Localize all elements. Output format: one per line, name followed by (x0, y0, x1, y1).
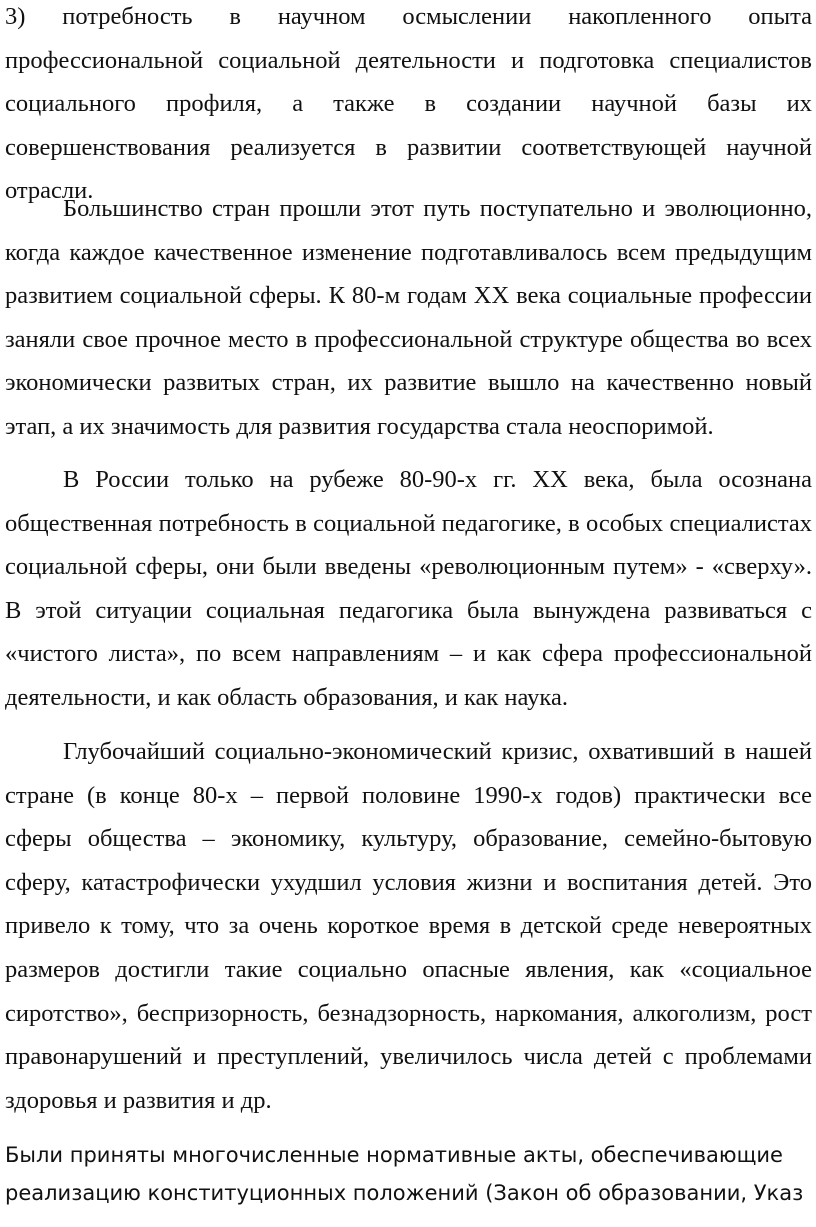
paragraph-1: 3) потребность в научном осмыслении накопленного опыта профессиональной социальной деятельности и подготовка специалистов социального профиля, а также в создании научной базы их совершенствования реализуется в развитии соответствующей научной отрасли. (5, 3, 812, 205)
paragraph-3: В России только на рубеже 80-90-х гг. ХХ века, была осознана общественная потребность в социальной педагогике, в особых специалистах социальной сферы, они были введены «революционным путем» - «сверху». В этой ситуации социальная педагогика была вынуждена развиваться с «чистого листа», по всем направлениям – и как сфера профессиональной деятельности, и как область образования, и как наука. (5, 466, 812, 711)
paragraph-2: Большинство стран прошли этот путь поступательно и эволюционно, когда каждое качественное изменение подготавливалось всем предыдущим развитием социальной сферы. К 80-м годам ХХ века социальные профессии заняли свое прочное место в профессиональной структуре общества во всех экономически развитых стран, их развитие вышло на качественно новый этап, а их значимость для развития государства стала неоспоримой. (5, 195, 812, 440)
paragraph-5: Были приняты многочисленные нормативные акты, обеспечивающие реализацию конституционных положений (Закон об образовании, Указ (5, 1143, 804, 1205)
paragraph-4: Глубочайший социально-экономический кризис, охвативший в нашей стране (в конце 80-х – первой половине 1990-х годов) практически все сферы общества – экономику, культуру, образование, семейно-бытовую сферу, катастрофически ухудшил условия жизни и воспитания детей. Это привело к тому, что за очень короткое время в детской среде невероятных размеров достигли такие социально опасные явления, как «социальное сиротство», беспризорность, безнадзорность, наркомания, алкоголизм, рост правонарушений и преступлений, увеличилось числа детей с проблемами здоровья и развития и др. (5, 738, 812, 1114)
